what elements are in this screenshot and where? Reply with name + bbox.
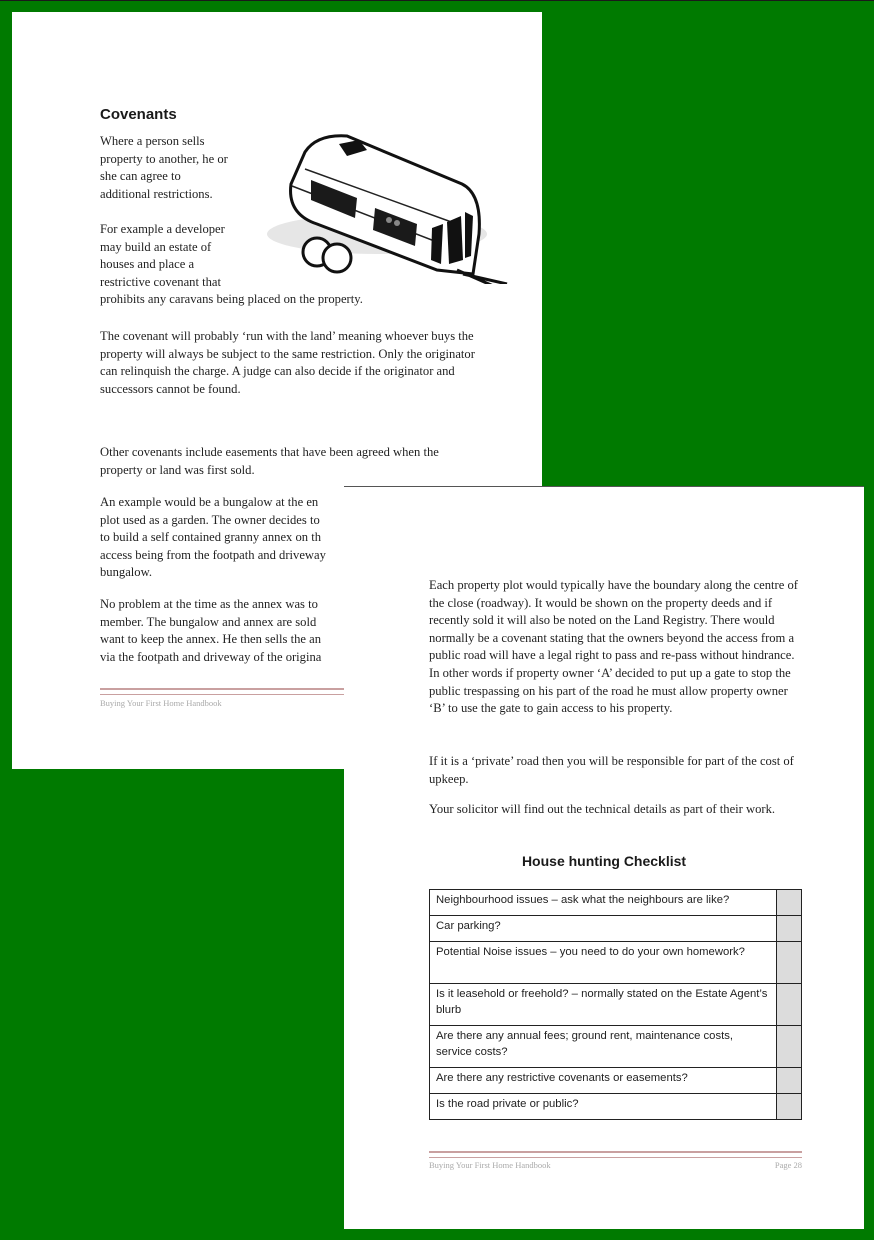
text-line: property to another, he or <box>100 151 228 166</box>
handbook-page-28 <box>344 486 864 1229</box>
text-line: For example a developer <box>100 222 225 236</box>
checklist-item: Potential Noise issues – you need to do your own homework? <box>430 942 777 984</box>
text-line: restrictive covenant that <box>100 274 221 289</box>
checklist-item: Is the road private or public? <box>430 1094 777 1120</box>
text-line: additional restrictions. <box>100 186 213 201</box>
text-line: member. The bungalow and annex are sold <box>100 614 317 629</box>
text-line: Where a person sells <box>100 134 205 148</box>
footer-title: Buying Your First Home Handbook <box>429 1160 551 1170</box>
text-line: houses and place a <box>100 257 195 272</box>
checklist-item: Car parking? <box>430 916 777 942</box>
house-hunting-checklist <box>429 889 802 1120</box>
checklist-checkbox[interactable] <box>777 1026 802 1068</box>
checklist-item: Are there any restrictive covenants or easements? <box>430 1068 777 1094</box>
checklist-checkbox[interactable] <box>777 1068 802 1094</box>
text-line: via the footpath and driveway of the origina <box>100 649 322 664</box>
checklist-row <box>430 1094 802 1120</box>
footer-rule <box>100 688 350 695</box>
checklist-checkbox[interactable] <box>777 984 802 1026</box>
text-line: to build a self contained granny annex on th <box>100 530 322 545</box>
run-with-land-paragraph: The covenant will probably ‘run with the land’ meaning whoever buys the property will always be subject to the same restriction. Only the originator can relinquish the charge. A judge can also decide if the originator and successors cannot be found. <box>100 329 475 396</box>
intro-paragraph <box>100 133 270 203</box>
checklist-checkbox[interactable] <box>777 890 802 916</box>
checklist-row <box>430 916 802 942</box>
text-line: bungalow. <box>100 565 152 580</box>
checklist-row <box>430 1068 802 1094</box>
checklist-item: Are there any annual fees; ground rent, maintenance costs, service costs? <box>430 1026 777 1068</box>
boundary-paragraph: Each property plot would typically have the boundary along the centre of the close (roadway). It would be shown on the property deeds and if recently sold it will also be noted on the Land Registry. There would normally be a covenant stating that the owners beyond the access from a public road will have a legal right to pass and re-pass without hindrance. In other words if property owner ‘A’ decided to put up a gate to stop the public trespassing on his part of the road he must allow property owner ‘B’ to use the gate to gain access to his property. <box>429 578 798 716</box>
checklist-row <box>430 942 802 984</box>
text-line: An example would be a bungalow at the en <box>100 495 319 509</box>
text-line: prohibits any caravans being placed on the property. <box>100 292 363 307</box>
checklist-item: Is it leasehold or freehold? – normally stated on the Estate Agent’s blurb <box>430 984 777 1026</box>
checklist-title: House hunting Checklist <box>521 853 687 869</box>
checklist-checkbox[interactable] <box>777 942 802 984</box>
text-line: want to keep the annex. He then sells the an <box>100 632 322 647</box>
footer-rule <box>429 1151 802 1158</box>
checklist-row <box>430 984 802 1026</box>
annex-paragraph <box>100 596 360 666</box>
checklist-checkbox[interactable] <box>777 1094 802 1120</box>
bungalow-example-paragraph <box>100 494 360 582</box>
private-road-paragraph: If it is a ‘private’ road then you will be responsible for part of the cost of upkeep. <box>429 754 794 786</box>
page-number: Page 28 <box>774 1160 802 1170</box>
text-line: plot used as a garden. The owner decides to <box>100 512 320 527</box>
footer-title: Buying Your First Home Handbook <box>100 698 222 708</box>
checklist-checkbox[interactable] <box>777 916 802 942</box>
easements-paragraph: Other covenants include easements that have been agreed when the property or land was first sold. <box>100 445 439 477</box>
text-line: No problem at the time as the annex was to <box>100 597 318 611</box>
text-line: she can agree to <box>100 169 181 184</box>
text-line: may build an estate of <box>100 239 212 254</box>
page-heading: Covenants <box>100 106 177 123</box>
caravan-illustration <box>257 124 515 284</box>
solicitor-paragraph: Your solicitor will find out the technical details as part of their work. <box>429 802 776 816</box>
top-border <box>0 0 874 1</box>
checklist-item: Neighbourhood issues – ask what the neighbours are like? <box>430 890 777 916</box>
checklist-row <box>430 890 802 916</box>
text-line: access being from the footpath and driveway <box>100 547 326 562</box>
checklist-row <box>430 1026 802 1068</box>
